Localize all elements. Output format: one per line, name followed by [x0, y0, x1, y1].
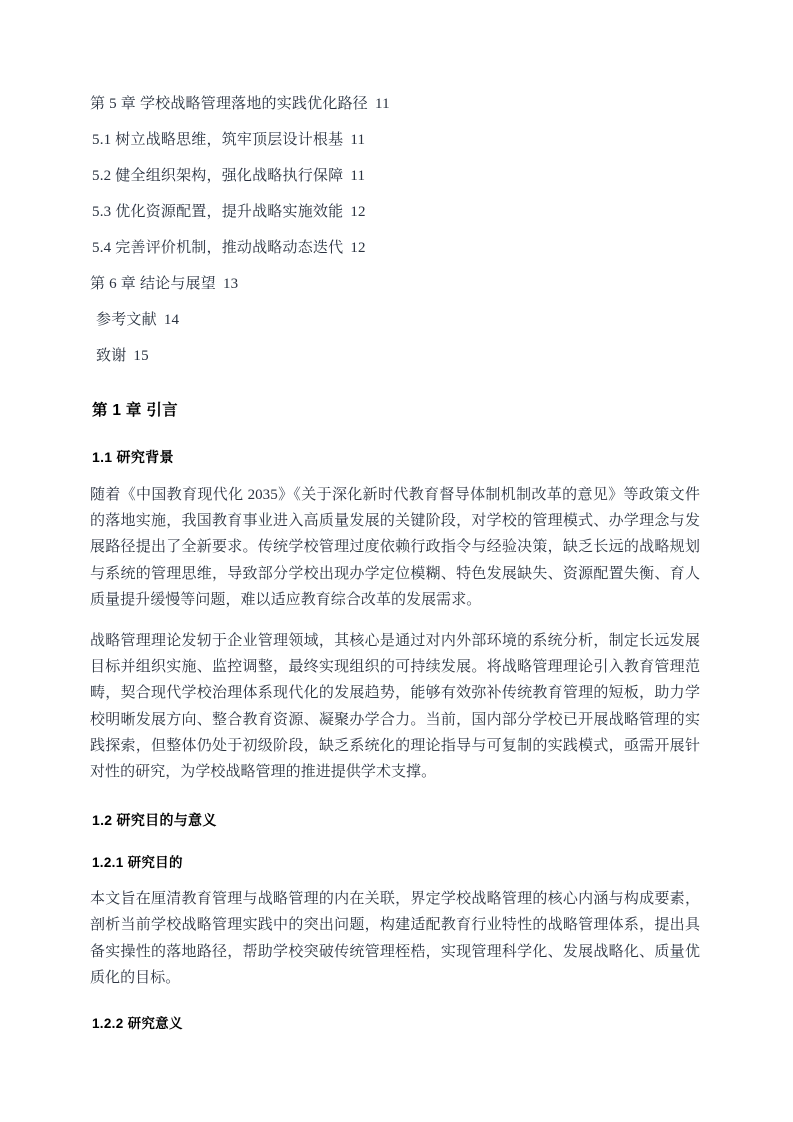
toc-entry-acknowledgements[interactable] [90, 338, 702, 374]
toc-entry-label: 第 6 章 结论与展望 [90, 276, 216, 292]
toc-entry[interactable] [90, 194, 702, 230]
background-paragraph-2: 战略管理理论发轫于企业管理领域，其核心是通过对内外部环境的系统分析，制定长远发展目标并组织实施、监控调整，最终实现组织的可持续发展。将战略管理理论引入教育管理范畴，契合现代学校治理体系现代化的发展趋势，能够有效弥补传统教育管理的短板，助力学校明晰发展方向、整合教育资源、凝聚办学合力。当前，国内部分学校已开展战略管理的实践探索，但整体仍处于初级阶段，缺乏系统化的理论指导与可复制的实践模式，亟需开展针对性的研究，为学校战略管理的推进提供学术支撑。 [90, 633, 700, 781]
toc-entry-page: 15 [133, 348, 149, 364]
page-content [90, 86, 702, 1034]
subsection-heading-1-2-1: 1.2.1 研究目的 [92, 855, 183, 871]
chapter-title: 第 1 章 引言 [92, 402, 178, 419]
toc-entry[interactable] [90, 266, 702, 302]
toc-entry[interactable] [90, 122, 702, 158]
toc-entry[interactable] [90, 158, 702, 194]
table-of-contents [90, 86, 702, 374]
toc-entry-page: 11 [374, 96, 390, 112]
toc-entry[interactable] [90, 86, 702, 122]
toc-entry-page: 11 [350, 168, 366, 184]
toc-entry-page: 14 [163, 312, 180, 328]
toc-entry-label: 5.4 完善评价机制，推动战略动态迭代 [92, 240, 344, 256]
purpose-paragraph: 本文旨在厘清教育管理与战略管理的内在关联，界定学校战略管理的核心内涵与构成要素，剖析当前学校战略管理实践中的突出问题，构建适配教育行业特性的战略管理体系，提出具备实操性的落地路径，帮助学校突破传统管理桎梏，实现管理科学化、发展战略化、质量优质化的目标。 [90, 891, 700, 986]
toc-entry-page: 12 [350, 240, 366, 256]
subsection-heading-1-2-2: 1.2.2 研究意义 [92, 1016, 183, 1032]
toc-entry-references[interactable] [90, 302, 702, 338]
toc-entry[interactable] [90, 230, 702, 266]
background-paragraph-1: 随着《中国教育现代化 2035》《关于深化新时代教育督导体制机制改革的意见》等政策文件的落地实施，我国教育事业进入高质量发展的关键阶段，对学校的管理模式、办学理念与发展路径提出了全新要求。传统学校管理过度依赖行政指令与经验决策，缺乏长远的战略规划与系统的管理思维，导致部分学校出现办学定位模糊、特色发展缺失、资源配置失衡、育人质量提升缓慢等问题，难以适应教育综合改革的发展需求。 [90, 487, 700, 608]
toc-entry-label: 5.3 优化资源配置，提升战略实施效能 [92, 204, 344, 220]
toc-entry-label: 5.2 健全组织架构，强化战略执行保障 [92, 168, 344, 184]
toc-entry-label: 致谢 [96, 348, 127, 364]
toc-entry-label: 参考文献 [96, 312, 157, 328]
section-heading-1-2: 1.2 研究目的与意义 [92, 812, 217, 829]
section-heading-1-1: 1.1 研究背景 [92, 449, 174, 465]
toc-entry-label: 第 5 章 学校战略管理落地的实践优化路径 [90, 96, 368, 112]
toc-entry-label: 5.1 树立战略思维，筑牢顶层设计根基 [92, 132, 344, 148]
toc-entry-page: 12 [350, 204, 366, 220]
toc-entry-page: 13 [222, 276, 239, 292]
toc-entry-page: 11 [350, 132, 366, 148]
